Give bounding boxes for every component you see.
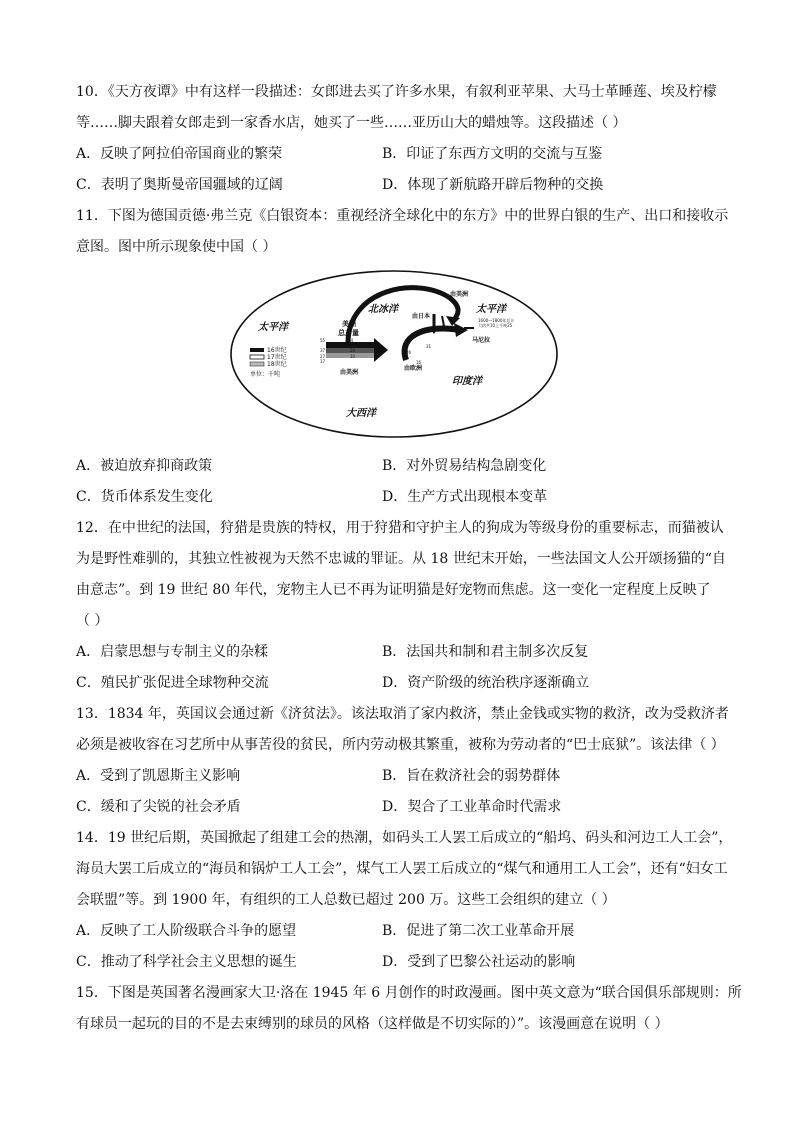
num-e: 17 — [320, 359, 326, 364]
q10-stem-line2: 等……脚夫跟着女郎走到一家香水店，她买了一些……亚历山大的蜡烛等。这段描述（ ） — [76, 115, 627, 131]
q11-option-c[interactable]: C．货币体系发生变化 — [76, 489, 213, 505]
legend-18: 18世纪 — [267, 361, 287, 368]
q12-option-a[interactable]: A．启蒙思想与专制主义的杂糅 — [76, 644, 269, 660]
pacific-note-2: 大约共10上千吨25 — [478, 323, 513, 328]
q13-stem-line2: 必须是被收容在习艺所中从事苦役的贫民，所内劳动极其繁重，被称为劳动者的“巴士底狱”。该法律（ ） — [76, 737, 725, 753]
q11-option-b[interactable]: B．对外贸易结构急剧变化 — [382, 458, 547, 474]
legend-swatch-17 — [250, 355, 264, 359]
flow-europe-asia — [405, 328, 460, 360]
silver-flow-map-svg — [228, 268, 560, 440]
num-d: 27 — [320, 354, 326, 359]
q14-option-a[interactable]: A．反映了工人阶级联合斗争的愿望 — [76, 923, 297, 939]
legend-swatch-18 — [250, 362, 264, 366]
q11-option-d[interactable]: D．生产方式出现根本变革 — [382, 489, 548, 505]
num-a: 55 — [320, 338, 326, 343]
q10-option-b[interactable]: B．印证了东西方文明的交流与互鉴 — [382, 146, 603, 162]
num-b: 54 — [348, 338, 354, 343]
num-h: 26 — [406, 350, 412, 355]
q12-stem-line2: 为是野性难驯的，其独立性被视为天然不忠诚的罪证。从 18 世纪末开始，一些法国文人公开颂扬猫的“自 — [76, 551, 726, 567]
label-manila: 马尼拉 — [472, 337, 491, 344]
label-from-america: 由美洲 — [340, 369, 359, 376]
q12-stem-line4: （ ） — [76, 613, 109, 629]
q14-stem-line2: 海员大罢工后成立的“海员和锅炉工人工会”，煤气工人罢工后成立的“煤气和通用工人工会”，还有“妇女工 — [76, 861, 728, 877]
q10-option-d[interactable]: D．体现了新航路开辟后物种的交换 — [382, 177, 604, 193]
q14-stem-line1: 14．19 世纪后期，英国掀起了组建工会的热潮，如码头工人罢工后成立的“船坞、码头和河边工人工会”， — [76, 830, 733, 846]
label-pacific-left: 太平洋 — [258, 322, 288, 333]
q14-option-b[interactable]: B．促进了第二次工业革命开展 — [382, 923, 575, 939]
legend-swatch-16 — [250, 348, 264, 352]
q15-stem-line2: 有球员一起玩的目的不是去束缚别的球员的风格（这样做是不切实际的）”。该漫画意在说明（ ） — [76, 1016, 669, 1032]
legend-17: 17世纪 — [267, 354, 287, 361]
q10-option-c[interactable]: C．表明了奥斯曼帝国疆域的辽阔 — [76, 177, 283, 193]
q15-stem-line1: 15．下图是英国著名漫画家大卫·洛在 1945 年 6 月创作的时政漫画。图中英文意为“联合国俱乐部规则：所 — [76, 985, 742, 1001]
q13-option-a[interactable]: A．受到了凯恩斯主义影响 — [76, 768, 241, 784]
label-atlantic: 大西洋 — [346, 408, 376, 419]
label-arctic: 北冰洋 — [368, 304, 398, 315]
label-indian: 印度洋 — [452, 376, 482, 387]
label-america-output-2: 总产量 — [338, 329, 359, 337]
label-america-output: 美洲 — [342, 320, 356, 328]
num-j: 31 — [426, 344, 432, 349]
label-from-america-top: 由美洲 — [450, 291, 469, 298]
q10-stem-line1: 10．《天方夜谭》中有这样一段描述：女郎进去买了许多水果，有叙利亚苹果、大马士革睡莲、埃及柠檬 — [76, 84, 717, 100]
q13-option-b[interactable]: B．旨在救济社会的弱势群体 — [382, 768, 561, 784]
num-c: 37 — [320, 348, 326, 353]
pacific-note-1: 1600—1800年总计 — [478, 318, 515, 323]
legend-16: 16世纪 — [267, 347, 287, 354]
legend-unit: 单位：千吨 — [250, 371, 281, 378]
num-f: 20 — [350, 348, 356, 353]
q14-stem-line3: 会联盟”等。到 1900 年，有组织的工人总数已超过 200 万。这些工会组织的建立（ ） — [76, 892, 616, 908]
q13-option-d[interactable]: D．契合了工业革命时代需求 — [382, 799, 562, 815]
q12-option-d[interactable]: D．资产阶级的统治秩序逐渐确立 — [382, 675, 590, 691]
q12-option-b[interactable]: B．法国共和制和君主制多次反复 — [382, 644, 589, 660]
q12-option-c[interactable]: C．殖民扩张促进全球物种交流 — [76, 675, 269, 691]
num-g: 10 — [350, 354, 356, 359]
q13-option-c[interactable]: C．缓和了尖锐的社会矛盾 — [76, 799, 241, 815]
q11-stem-line2: 意图。图中所示现象使中国（ ） — [76, 239, 277, 255]
label-from-europe: 由欧洲 — [404, 365, 423, 372]
q10-option-a[interactable]: A．反映了阿拉伯帝国商业的繁荣 — [76, 146, 283, 162]
q12-stem-line3: 由意志”。到 19 世纪 80 年代，宠物主人已不再为证明猫是好宠物而焦虑。这一变化一定程度上反映了 — [76, 582, 711, 598]
num-i: 16 — [416, 360, 422, 365]
label-from-japan: 由日本 — [412, 313, 431, 320]
q11-stem-line1: 11．下图为德国贡德·弗兰克《白银资本：重视经济全球化中的东方》中的世界白银的生产、出口和接收示 — [76, 208, 729, 224]
q11-option-a[interactable]: A．被迫放弃抑商政策 — [76, 458, 213, 474]
q14-option-c[interactable]: C．推动了科学社会主义思想的诞生 — [76, 954, 297, 970]
q14-option-d[interactable]: D．受到了巴黎公社运动的影响 — [382, 954, 576, 970]
silver-flow-map — [228, 268, 560, 440]
label-pacific-right: 太平洋 — [476, 304, 506, 315]
q12-stem-line1: 12．在中世纪的法国，狩猎是贵族的特权，用于狩猎和守护主人的狗成为等级身份的重要标志，而猫被认 — [76, 520, 724, 536]
q13-stem-line1: 13．1834 年，英国议会通过新《济贫法》。该法取消了家内救济，禁止金钱或实物的救济，改为受救济者 — [76, 706, 729, 722]
